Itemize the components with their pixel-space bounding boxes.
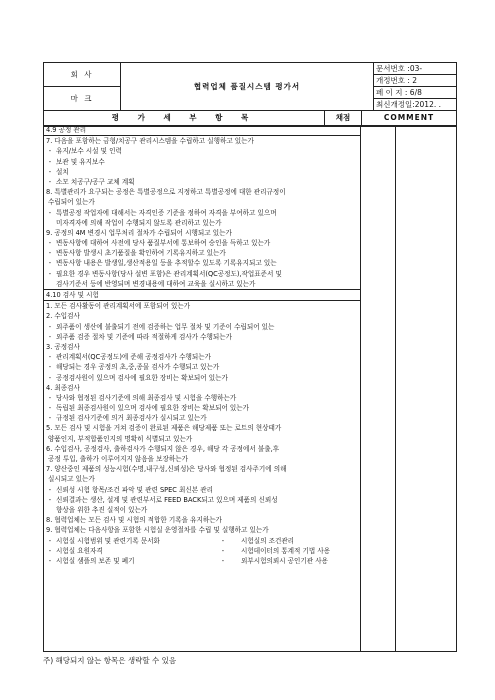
grid-row [44,556,360,566]
evaluation-table [43,110,457,652]
revision-number: 개정번호 : 2 [374,75,457,87]
question: 9. 협력업체는 다음사항을 포함한 시험실 운영절차를 수립 및 실행하고 있는가 [46,526,269,535]
sub-item: - 특별공정 작업자에 대해서는 자격인증 기준을 정하여 자격을 부여하고 있으며 [44,208,360,218]
grid-item: 외부시험의뢰시 공인기관 사용 [241,556,328,565]
sub-item: - 공정검사원이 있으며 검사에 필요한 장비는 확보되어 있는가 [44,373,360,383]
sub-item: - 신뢰결과는 생산, 설계 및 관련부서로 FEED BACK되고 있으며 제품의 신뢰성 [44,495,360,505]
grid-item: 시험데이터의 통계적 기법 사용 [241,546,331,555]
question: 3. 공정검사 [46,342,80,351]
score-column-divider [395,125,396,651]
section-title: 4.9 공정 관리 [44,125,360,136]
grid-row [44,536,360,546]
sub-item: - 소모 치공구/공구 교체 계획 [44,177,360,187]
grid-item: 시험실 요원자격 [56,546,103,555]
sub-item-cont: 향상을 위한 추진 실적이 있는가 [56,505,148,514]
sub-item: - 독립된 최종검사원이 있으며 검사에 필요한 장비는 확보되어 있는가 [44,403,360,413]
grid-item: 시험실 시험범위 및 관련기록 문서화 [56,536,160,545]
sub-item: - 보관 및 유지보수 [44,157,360,167]
sub-item: - 필요한 경우 변동사항(당사 설변 포함)은 관리계획서(QC공정도),작업표준서 및 [44,269,360,279]
question: 8. 협력업체는 모든 검사 및 시험의 적합한 기록을 유지하는가 [46,516,222,525]
sub-item: - 관리계획서(QC공정도)에 준해 공정검사가 수행되는가 [44,352,360,362]
sub-item: - 해당되는 경우 공정의 초,중,종물 검사가 수행되고 있는가 [44,362,360,372]
sub-item: - 신뢰성 시험 항목/조건 파악 및 관련 SPEC 최신본 관리 [44,485,360,495]
question: 7. 다음을 포함하는 금형/치공구 관리시스템을 수립하고 실행하고 있는가 [46,137,254,146]
section-title: 4.10 검사 및 시험 [44,289,360,301]
col-item-header: 평 가 세 부 항 목 [44,111,325,125]
question-cont: 공정 투입, 출하가 이루어지지 않음을 보장하는가 [48,455,188,463]
question: 1. 모든 검사활동이 관리계획서에 포함되어 있는가 [46,302,191,311]
doc-number: 문서번호 :03- [374,63,457,75]
grid-item: 시험실의 조건관리 [241,536,295,545]
sub-item: - 당사와 협정된 검사기준에 의해 최종검사 및 시험을 수행하는가 [44,393,360,403]
question-cont: 수립되어 있는가 [48,198,95,207]
question: 5. 모든 검사 및 시험을 거쳐 검증이 완료된 제품은 해당제품 또는 로트의 현상태가 [46,424,282,433]
sub-item: - 외주품이 생산에 불출되기 전에 검증하는 업무 절차 및 기준이 수립되어 있는 [44,322,360,332]
sub-item: - 변동사항 발생시 초기품질을 확인하여 기록유지하고 있는가 [44,248,360,258]
sub-item: - 외주품 검증 절차 및 기준에 따라 적절하게 검사가 수행되는가 [44,332,360,342]
grid-item: 시험실 샘플의 보존 및 폐기 [56,556,135,565]
question: 7. 양산중인 제품의 성능시험(수명,내구성,신뢰성)은 당사와 협정된 검사주기에 의해 [46,465,287,474]
sub-item-cont: 미자격자에 의해 작업이 수행되지 않도록 관리하고 있는가 [56,218,222,227]
items-column [44,125,361,651]
question-cont: 실시되고 있는가 [48,475,95,484]
col-score-header: 채점 [325,111,362,125]
sub-item: - 변동사항에 대하여 사전에 당사 품질부서에 통보하여 승인을 득하고 있는가 [44,238,360,248]
col-comment-header: COMMENT [383,113,435,122]
question: 4. 최종검사 [46,383,80,392]
question: 8. 특별관리가 요구되는 공정은 특별공정으로 지정하고 특별공정에 대한 관리규정이 [46,188,286,197]
sub-item-cont: 검사기준서 등에 반영되며 변경내용에 대하여 교육을 실시하고 있는가 [56,279,256,288]
page-number: 페 이 지 : 6/8 [374,87,457,99]
mark-label: 마 크 [44,87,121,111]
revised-date: 최신개정일:2012. . [374,99,457,111]
question: 6. 수입검사, 공정검사, 출하검사가 수행되지 않은 경우, 해당 각 공정에서 불출,후 [46,444,280,453]
sub-item: - 설치 [44,167,360,177]
question: 2. 수입검사 [46,312,80,321]
question: 9. 공정의 4M 변경시 업무처리 절차가 수립되어 시행되고 있는가 [46,228,232,237]
sub-item: - 규정된 검사기준에 의거 최종검사가 실시되고 있는가 [44,413,360,423]
question-cont: 양품인지, 부적합품인지의 명확히 식별되고 있는가 [48,434,193,443]
page-title: 협력업체 품질시스템 평가서 [121,63,374,111]
company-label: 회 사 [44,63,121,87]
grid-row [44,546,360,556]
footnote: 주) 해당되지 않는 항목은 생략할 수 있음 [43,656,177,665]
sub-item: - 유지/보수 시설 및 인력 [44,146,360,156]
sub-item: - 변동사항 내용은 발생일,생산적용일 등을 추적할수 있도록 기록유지되고 있는 [44,258,360,268]
header-table [43,62,457,111]
